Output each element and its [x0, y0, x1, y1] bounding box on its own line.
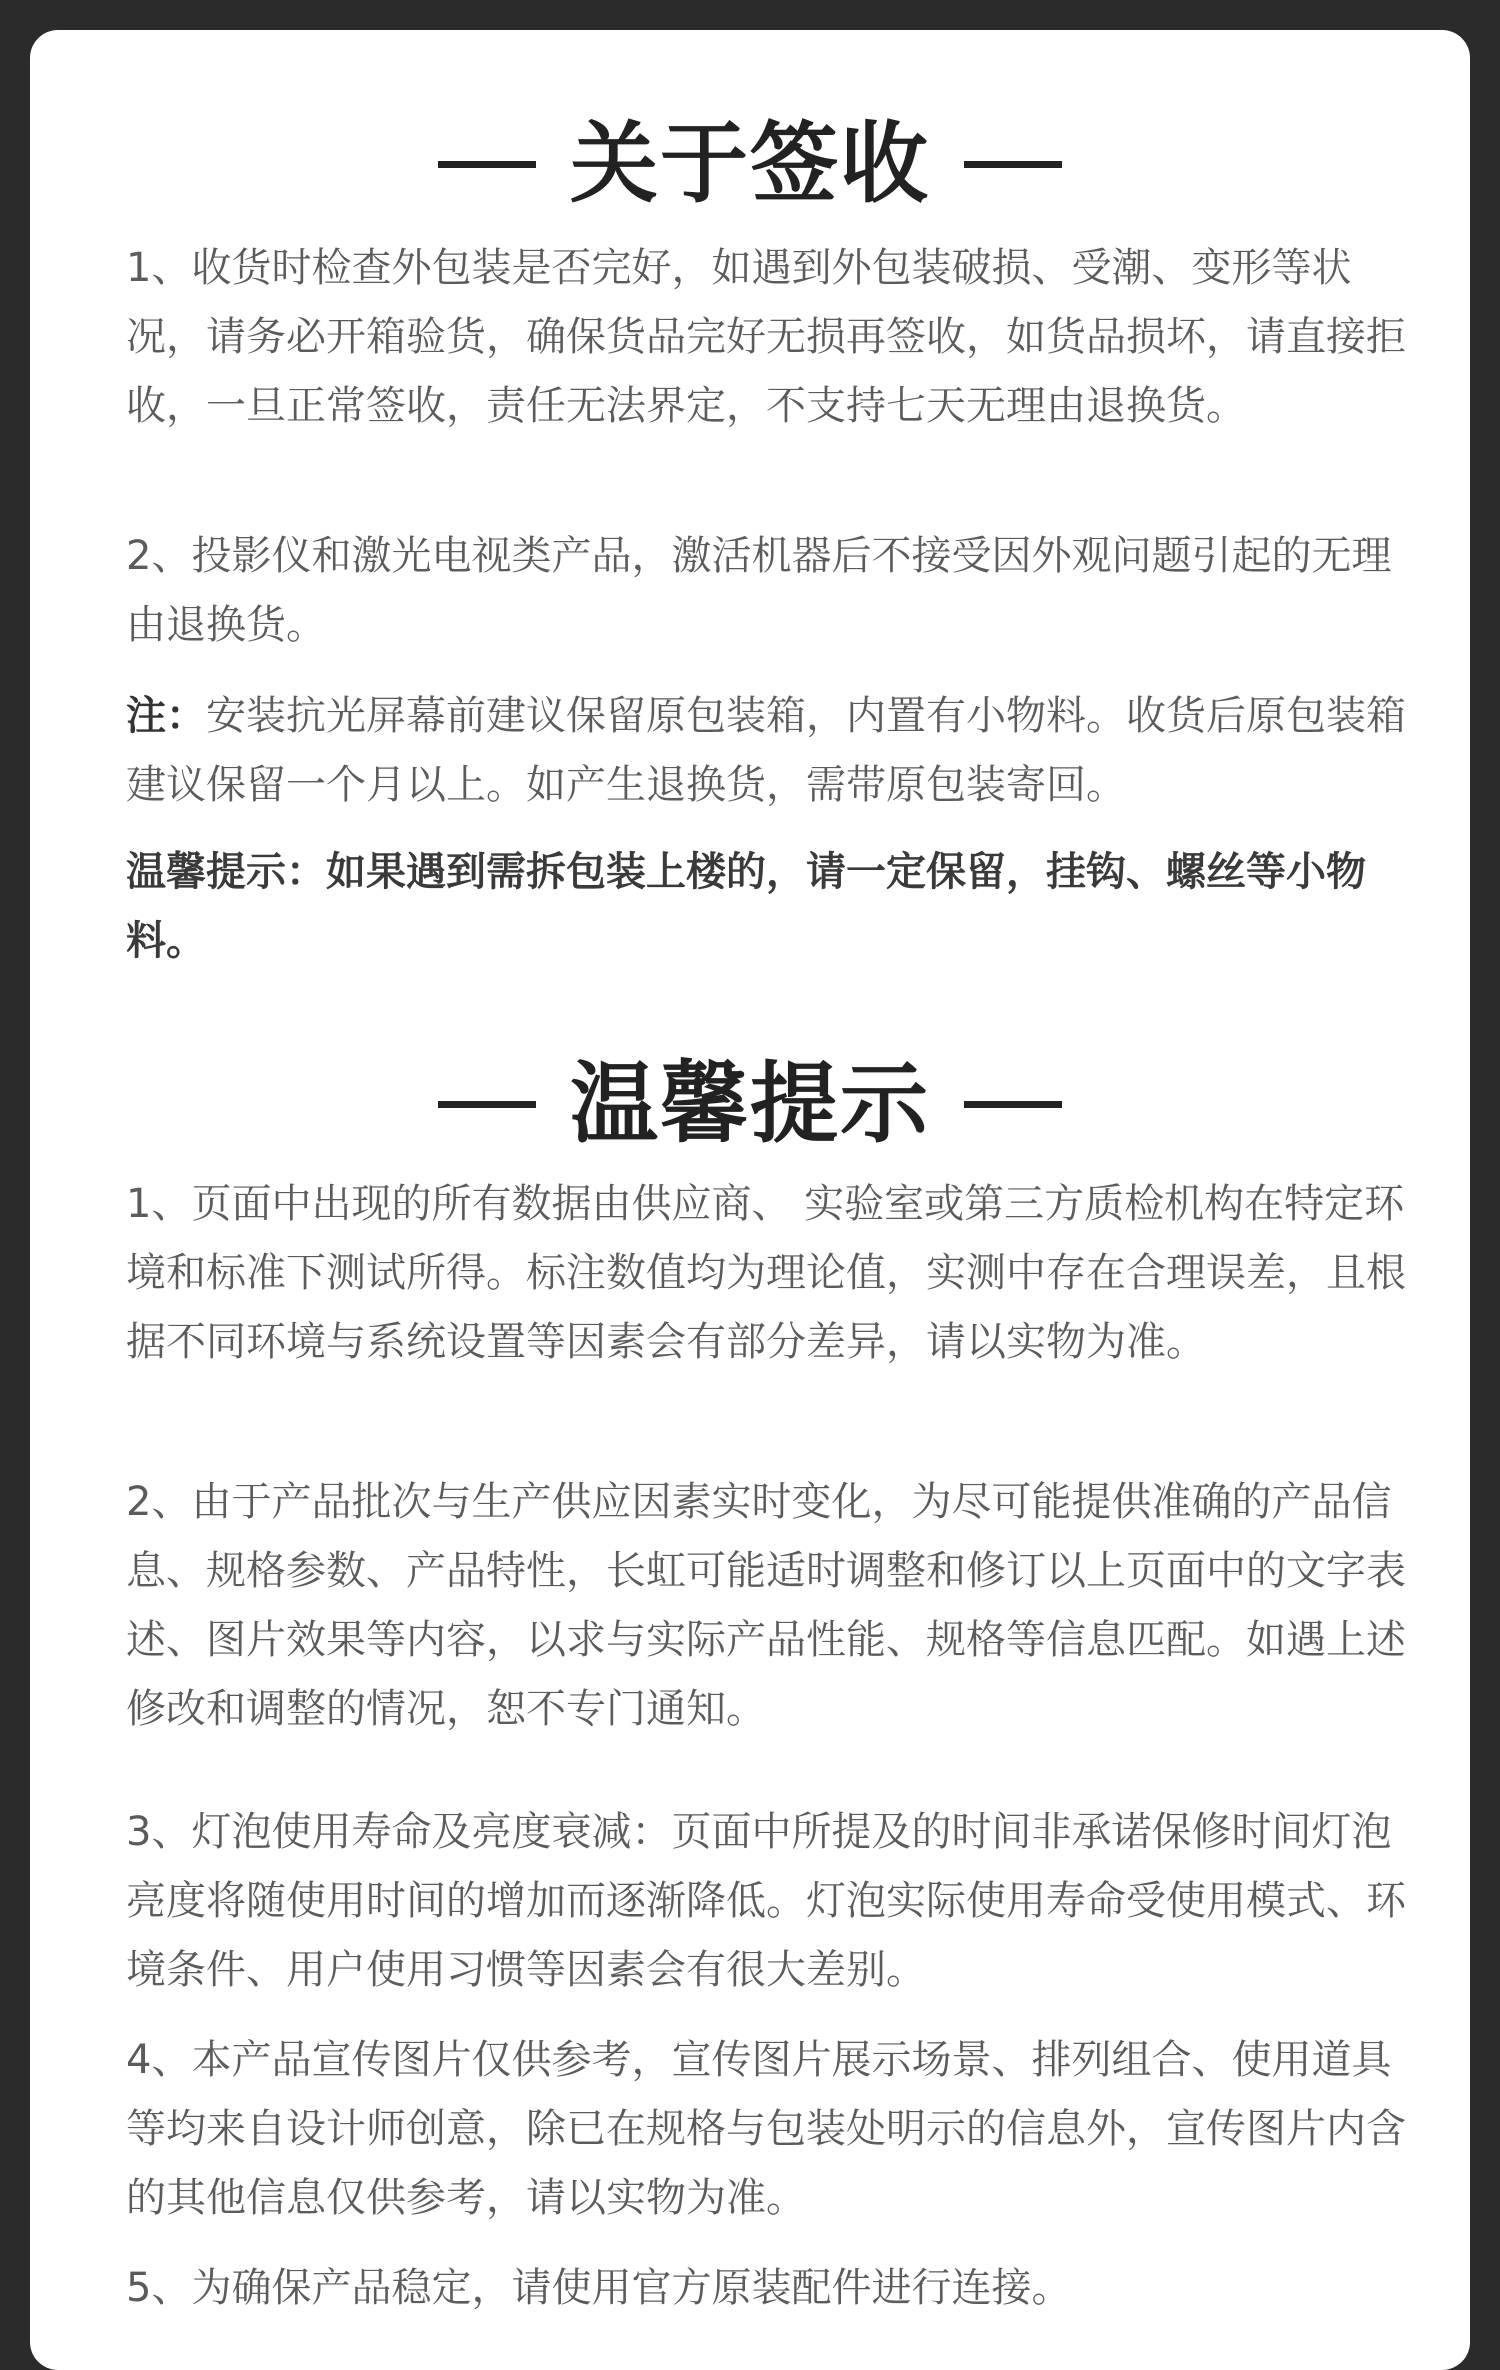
tips-paragraph-2: 2、由于产品批次与生产供应因素实时变化，为尽可能提供准确的产品信息、规格参数、产品特性，长虹可能适时调整和修订以上页面中的文字表述、图片效果等内容，以求与实际产品性能、规格等信息匹配。如遇上述修改和调整的情况，恕不专门通知。	[126, 1479, 1406, 1732]
section-title-tips	[30, 1054, 1470, 1154]
sign-paragraph-2: 2、投影仪和激光电视类产品，激活机器后不接受因外观问题引起的无理由退换货。	[126, 533, 1392, 648]
tips-paragraph-1: 1、页面中出现的所有数据由供应商、 实验室或第三方质检机构在特定环境和标准下测试所得。标注数值均为理论值，实测中存在合理误差，且根据不同环境与系统设置等因素会有部分差异，请以实物为准。	[126, 1181, 1406, 1365]
sign-paragraph-1: 1、收货时检查外包装是否完好，如遇到外包装破损、受潮、变形等状况，请务必开箱验货，确保货品完好无损再签收，如货品损坏，请直接拒收，一旦正常签收，责任无法界定，不支持七天无理由退换货。	[126, 245, 1406, 429]
section-title-sign-text: 关于签收	[569, 112, 930, 215]
sign-note	[126, 682, 1426, 820]
note-text: 安装抗光屏幕前建议保留原包装箱，内置有小物料。收货后原包装箱建议保留一个月以上。如产生退换货，需带原包装寄回。	[126, 693, 1406, 808]
sign-warm-tip	[126, 838, 1426, 976]
section-title-tips-text: 温馨提示	[569, 1052, 930, 1155]
title-dash-left	[438, 161, 536, 168]
section-title-sign	[30, 114, 1470, 214]
tips-paragraph-3: 3、灯泡使用寿命及亮度衰减：页面中所提及的时间非承诺保修时间灯泡亮度将随使用时间的增加而逐渐降低。灯泡实际使用寿命受使用模式、环境条件、用户使用习惯等因素会有很大差别。	[126, 1809, 1406, 1993]
title-dash-right	[964, 161, 1062, 168]
title-dash-right	[964, 1101, 1062, 1108]
title-dash-left	[438, 1101, 536, 1108]
tips-paragraph-5: 5、为确保产品稳定，请使用官方原装配件进行连接。	[126, 2265, 1072, 2311]
content-card	[30, 30, 1470, 2370]
warm-tip-text: 如果遇到需拆包装上楼的，请一定保留，挂钩、螺丝等小物料。	[126, 849, 1366, 964]
warm-tip-label: 温馨提示：	[126, 849, 326, 895]
tips-paragraph-4: 4、本产品宣传图片仅供参考，宣传图片展示场景、排列组合、使用道具等均来自设计师创意，除已在规格与包装处明示的信息外，宣传图片内含的其他信息仅供参考，请以实物为准。	[126, 2037, 1406, 2221]
note-label: 注：	[126, 693, 206, 739]
